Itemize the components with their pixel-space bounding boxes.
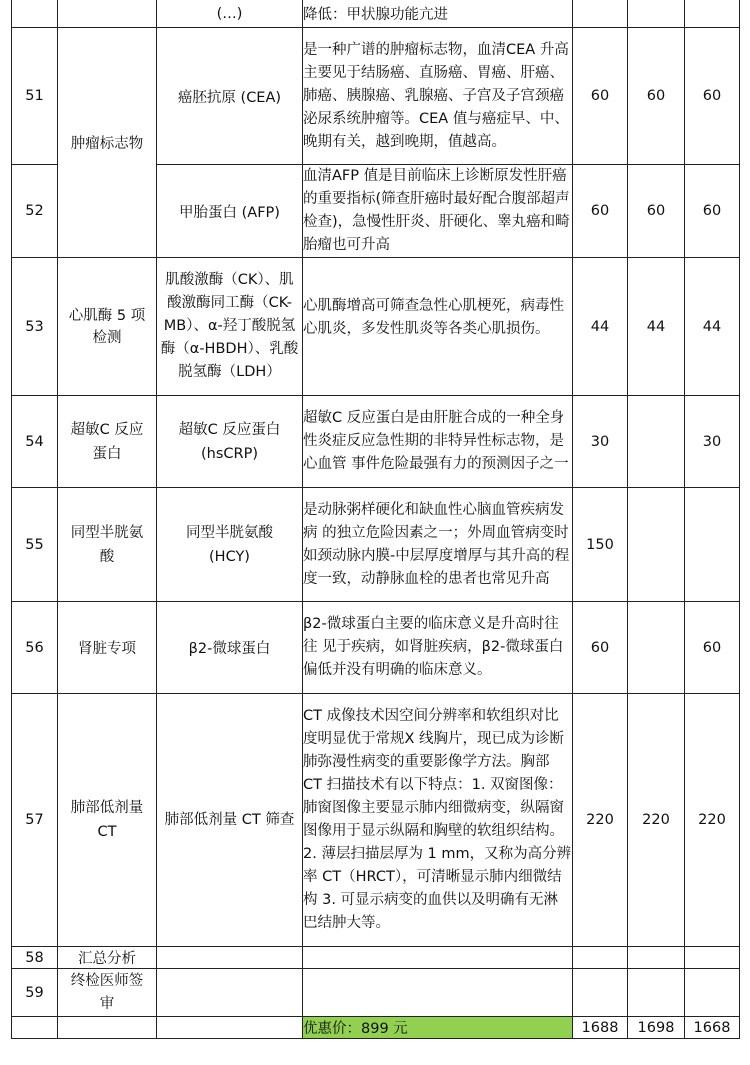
total-col-2: 1698 — [628, 1017, 685, 1039]
item-name: (…) — [157, 0, 303, 28]
price-col-3: 60 — [685, 165, 740, 258]
exam-item-table — [11, 0, 740, 1039]
item-description: 降低：甲状腺功能亢进 — [303, 0, 573, 28]
category-cell: 肾脏专项 — [58, 602, 157, 694]
table-row — [12, 396, 740, 488]
price-col-2 — [628, 602, 685, 694]
table-row — [12, 947, 740, 969]
category-cell: 终检医师签审 — [58, 969, 157, 1017]
item-description: CT 成像技术因空间分辨率和软组织对比度明显优于常规X 线胸片，现已成为诊断肺弥漫性病变的重要影像学方法。胸部 CT 扫描技术有以下特点：1. 双窗图像：肺窗图像主要显示肺内细微病变，纵隔窗图像用于显示纵隔和胸壁的软组织结构。2. 薄层扫描层厚为 1 mm，又称为高分辨率 CT（HRCT），可清晰显示肺内细微结构 3. 可显示病变的血供以及明确有无淋巴结肿大等。 — [303, 694, 573, 947]
item-description: 心肌酶增高可筛查急性心肌梗死，病毒性心肌炎，多发性肌炎等各类心肌损伤。 — [303, 258, 573, 396]
row-number: 54 — [12, 396, 58, 488]
table-row — [12, 488, 740, 602]
price-col-3: 60 — [685, 28, 740, 165]
price-col-1: 150 — [573, 488, 628, 602]
price-col-3: 220 — [685, 694, 740, 947]
price-col-2: 60 — [628, 28, 685, 165]
item-name: 甲胎蛋白 (AFP) — [157, 165, 303, 258]
price-col-3: 60 — [685, 602, 740, 694]
total-col-3: 1668 — [685, 1017, 740, 1039]
row-number: 55 — [12, 488, 58, 602]
item-description: 血清AFP 值是目前临床上诊断原发性肝癌的重要指标(筛查肝癌时最好配合腹部超声检查)，急慢性肝炎、肝硬化、睾丸癌和畸胎瘤也可升高 — [303, 165, 573, 258]
row-number: 51 — [12, 28, 58, 165]
category-cell: 超敏C 反应蛋白 — [58, 396, 157, 488]
price-col-1: 60 — [573, 28, 628, 165]
row-number: 57 — [12, 694, 58, 947]
total-col-1: 1688 — [573, 1017, 628, 1039]
total-row — [12, 1017, 740, 1039]
item-name: 超敏C 反应蛋白(hsCRP) — [157, 396, 303, 488]
row-number: 56 — [12, 602, 58, 694]
price-col-1: 220 — [573, 694, 628, 947]
price-col-3: 30 — [685, 396, 740, 488]
item-description: 是一种广谱的肿瘤标志物，血清CEA 升高主要见于结肠癌、直肠癌、胃癌、肝癌、肺癌、胰腺癌、乳腺癌、子宫及子宫颈癌泌尿系统肿瘤等。CEA 值与癌症早、中、晚期有关，越到晚期，值越高。 — [303, 28, 573, 165]
price-col-2: 220 — [628, 694, 685, 947]
category-cell: 心肌酶 5 项检测 — [58, 258, 157, 396]
row-number: 53 — [12, 258, 58, 396]
row-number: 59 — [12, 969, 58, 1017]
table-row — [12, 969, 740, 1017]
price-col-1: 30 — [573, 396, 628, 488]
price-col-1: 60 — [573, 165, 628, 258]
price-col-2 — [628, 396, 685, 488]
price-col-2 — [628, 488, 685, 602]
category-cell: 同型半胱氨酸 — [58, 488, 157, 602]
item-description: 是动脉粥样硬化和缺血性心脑血管疾病发病 的独立危险因素之一；外周血管病变时如颈动脉内膜-中层厚度增厚与其升高的程度一致，动静脉血栓的患者也常见升高 — [303, 488, 573, 602]
table-row — [12, 0, 740, 28]
item-name: 癌胚抗原 (CEA) — [157, 28, 303, 165]
item-description: 超敏C 反应蛋白是由肝脏合成的一种全身性炎症反应急性期的非特异性标志物，是心血管 事件危险最强有力的预测因子之一 — [303, 396, 573, 488]
price-col-3: 44 — [685, 258, 740, 396]
category-cell: 汇总分析 — [58, 947, 157, 969]
table-row — [12, 602, 740, 694]
price-col-2: 44 — [628, 258, 685, 396]
item-name: 肺部低剂量 CT 筛查 — [157, 694, 303, 947]
item-description: β2-微球蛋白主要的临床意义是升高时往往 见于疾病，如肾脏疾病，β2-微球蛋白偏低并没有明确的临床意义。 — [303, 602, 573, 694]
discount-price: 优惠价：899 元 — [303, 1017, 573, 1039]
item-name: 同型半胱氨酸(HCY) — [157, 488, 303, 602]
price-col-1: 44 — [573, 258, 628, 396]
table-row — [12, 28, 740, 165]
table-row — [12, 694, 740, 947]
price-col-3 — [685, 488, 740, 602]
category-cell: 肺部低剂量 CT — [58, 694, 157, 947]
item-name: 肌酸激酶（CK）、肌酸激酶同工酶（CK-MB）、α-羟丁酸脱氢酶（α-HBDH）、乳酸脱氢酶（LDH） — [157, 258, 303, 396]
price-col-2: 60 — [628, 165, 685, 258]
price-col-1: 60 — [573, 602, 628, 694]
row-number: 52 — [12, 165, 58, 258]
category-cell: 肿瘤标志物 — [58, 28, 157, 258]
table-row — [12, 258, 740, 396]
row-number: 58 — [12, 947, 58, 969]
item-name: β2-微球蛋白 — [157, 602, 303, 694]
